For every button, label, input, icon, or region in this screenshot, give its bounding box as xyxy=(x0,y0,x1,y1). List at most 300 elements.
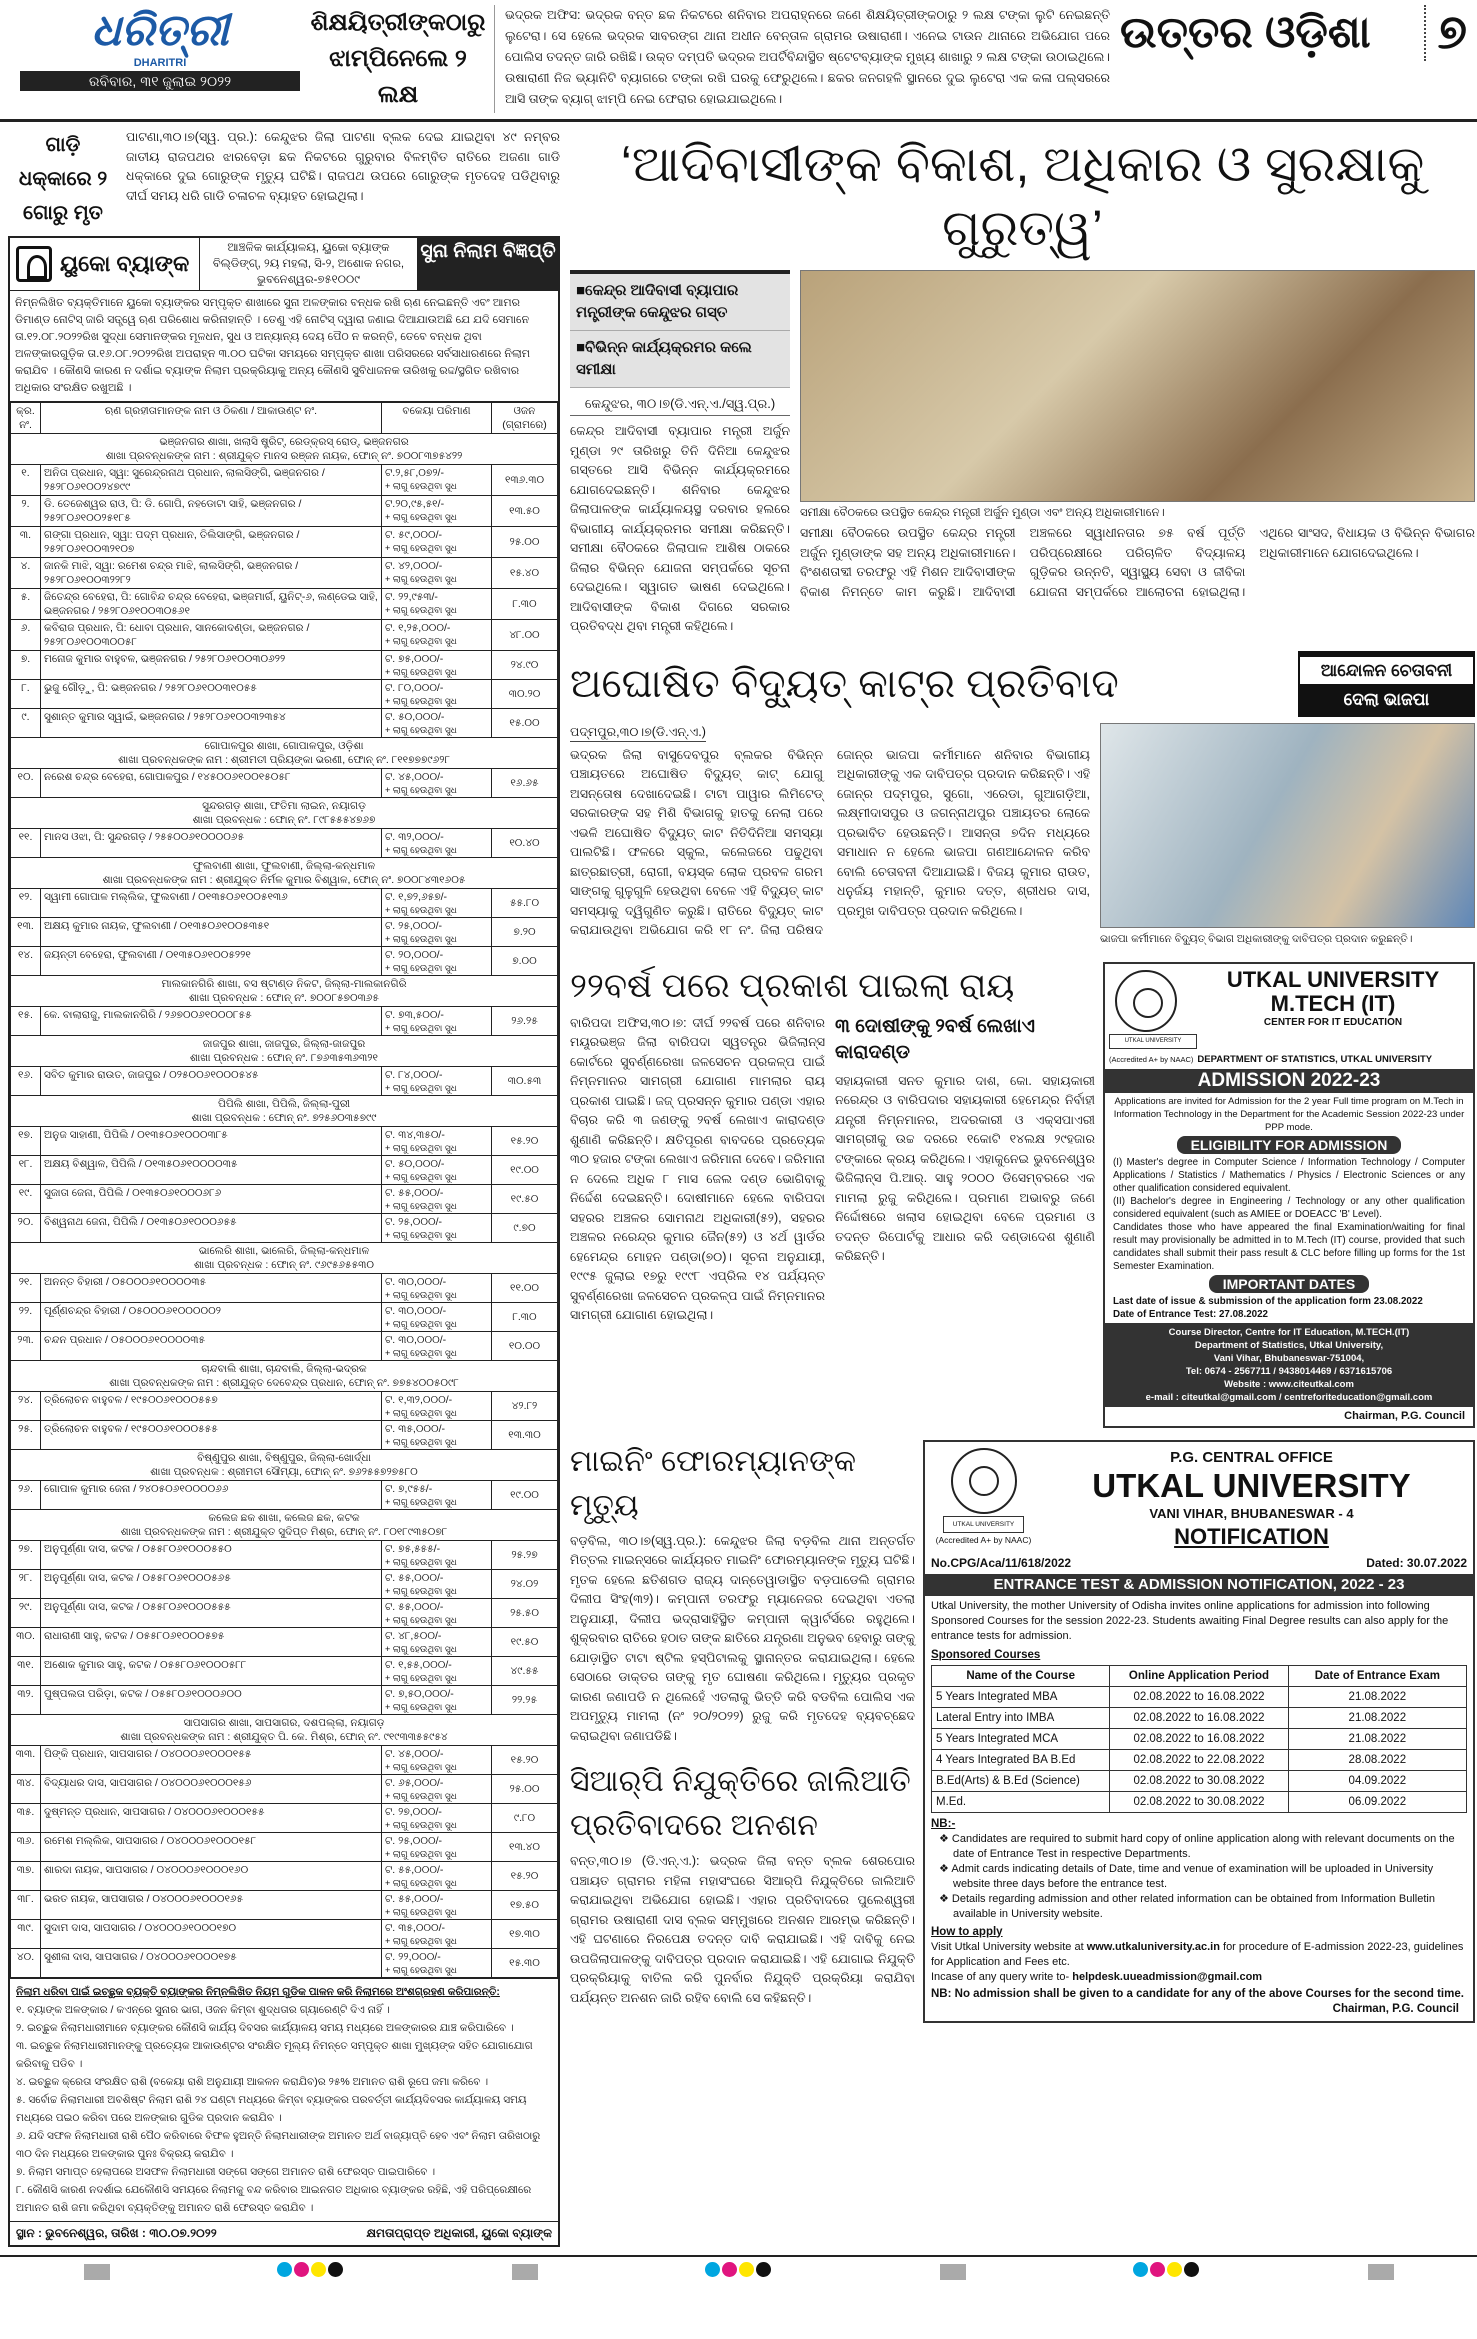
weight-cell: ୧୩.୪୦ xyxy=(492,1833,558,1862)
amount-cell xyxy=(382,1007,492,1036)
weight-cell: ୧୦.୦୦ xyxy=(492,1332,558,1361)
logo-english: DHARITRI xyxy=(133,57,187,69)
borrower-cell: ସୁଶୀଳା ଦାସ, ସାପସାଗର / ୦୪୦୦୦୬୧୦୦୦୧୭୫ xyxy=(41,1949,382,1978)
amount: ଟ. ୫୫,୦୦୦/- xyxy=(385,1893,444,1905)
exam-date: 21.08.2022 xyxy=(1288,1707,1466,1728)
serial-cell: ୨୭. xyxy=(11,1541,41,1570)
university-website-link[interactable]: www.utkaluniversity.ac.in xyxy=(1086,1940,1220,1953)
serial-cell: ୧୪. xyxy=(11,947,41,976)
serial-cell: ୮. xyxy=(11,680,41,709)
borrower-cell: ସ୍ୱାମୀ ଗୋପାଳ ମଲ୍ଲିକ, ଫୁଲବାଣୀ / ୦୧୩୫୦୬୧୦୦୫୧୩୬ xyxy=(41,889,382,918)
weight-cell: ୧୯.୫୦ xyxy=(492,1628,558,1657)
weight-cell: ୧୯.୦୦ xyxy=(492,1156,558,1185)
table-row xyxy=(11,620,558,651)
table-row xyxy=(11,1127,558,1156)
black-dot-icon xyxy=(328,2262,343,2277)
table-row xyxy=(11,1949,558,1978)
weight-cell: ୨୫.୨୭ xyxy=(492,1541,558,1570)
eligibility-heading: ELIGIBILITY FOR ADMISSION xyxy=(1177,1136,1402,1154)
weight-cell: ୧୫.୩୦ xyxy=(492,1949,558,1978)
amount: ଟ. ୩୦,୦୦୦/- xyxy=(385,1334,447,1346)
amount-cell xyxy=(382,558,492,589)
branch-name: ଚାନ୍ଦବାଲି ଶାଖା, ଚାନ୍ଦବାଲି, ଜିଲ୍ଲା-ଭଦ୍ରକ xyxy=(201,1363,367,1375)
rule-item: ୮. କୌଣସି କାରଣ ନଦର୍ଶାଇ ଯେକୌଣସି ସମୟରେ ନିଲାମକୁ ବନ୍ଦ କରିବାର ଆଇନଗତ ଅଧିକାର ବ୍ୟାଙ୍କର ରହିଛି, ଏହି ପରିପ୍ରେକ୍ଷୀରେ ଅମାନତ ରାଶି ଜମା କରିଥିବା ବ୍ୟକ୍ତିଙ୍କୁ ଅମାନତ ରାଶି ଫେରସ୍ତ କରାଯିବ । xyxy=(16,2184,532,2214)
borrower-cell: ଗଙ୍ଗା ପ୍ରଧାନ, ସ୍ୱା: ପଦ୍ମ ପ୍ରଧାନ, ତିଲିସାଙ୍ଗି, ଭଞ୍ଜନଗର / ୨୫୨୮୦୬୧୦୦୩୨୧୦୭ xyxy=(41,527,382,558)
borrower-cell: ଚନ୍ଦନ ପ୍ରଧାନ / ୦୫୦୦୦୬୧୦୦୦୦୩୫ xyxy=(41,1332,382,1361)
amount: ଟ. ୨୨,୦୦୦/- xyxy=(385,1951,441,1963)
table-row xyxy=(11,918,558,947)
utkal-seal-icon xyxy=(1115,970,1177,1032)
application-period: 02.08.2022 to 22.08.2022 xyxy=(1110,1749,1288,1770)
table-row xyxy=(11,589,558,620)
amount: ଟ. ୮୦,୦୦୦/- xyxy=(385,682,444,694)
amount-cell xyxy=(382,589,492,620)
serial-cell: ୪୦. xyxy=(11,1949,41,1978)
borrower-cell: ସୁଶାନ୍ତ କୁମାର ସ୍ୱାଇଁ, ଭଞ୍ଜନଗର / ୨୫୨୮୦୬୧୦୦୩୨୩୫୪ xyxy=(41,709,382,738)
branch-header-row xyxy=(11,798,558,829)
amount-cell xyxy=(382,1657,492,1686)
borrower-cell: ଅନୁପୂର୍ଣ୍ଣା ଦାସ, କଟକ / ୦୫୫୮୦୬୧୦୦୦୫୫୦ xyxy=(41,1541,382,1570)
reference-number: No.CPG/Aca/11/618/2022 xyxy=(931,1555,1072,1570)
powercut-body: ଭଦ୍ରକ ଜିଲା ବାସୁଦେବପୁର ବ୍ଲକର ବିଭିନ୍ନ ପଞ୍ଚାୟତରେ ଅଘୋଷିତ ବିଦ୍ୟୁତ୍ କାଟ୍ ଯୋଗୁ ଅସନ୍ତୋଷ ଦେଖାଦେଇଛି। ଟାଟା ପାୱାର ଲିମିଟେଡ୍ ସରକାରଙ୍କ ସହ ମିଶି ବିଭାଗକୁ ହାତକୁ ନେଲା ପରେ ଏଭଳି ଅଘୋଷିତ ବିଦ୍ୟୁତ୍ କାଟ ନିତିଦିନିଆ ସମସ୍ୟା ପାଲଟିଛି। ଫଳରେ ସ୍କୁଲ, କଲେଜରେ ପଢୁଥିବା ଛାତ୍ରଛାତ୍ରୀ, ରୋଗୀ, ବୟସ୍କ ଲୋକ ପ୍ରବଳ ଗରମ ସାଙ୍ଗକୁ ଗୁଳୁଗୁଳି ହେଉଥିବା ବେଳେ ଏହି ବିଦ୍ୟୁତ୍ କାଟ ସମସ୍ୟାକୁ ଦ୍ୱିଗୁଣିତ କରୁଛି। ରାତିରେ ବିଦ୍ୟୁତ୍ କାଟ କରାଯାଉଥିବା ଅଭିଯୋଗ କରି ୧୮ ନଂ. ଜିଲା ପରିଷଦ ଜୋନ୍‌ର ଭାଜପା କର୍ମୀମାନେ ଶନିବାର ବିଭାଗୀୟ ଅଧିକାରୀଙ୍କୁ ଏକ ଦାବିପତ୍ର ପ୍ରଦାନ କରିଛନ୍ତି। ଏହି ଜୋନ୍‌ର ପଦ୍ମପୁର, ସୁଗୋ, ଏରେଡା, ଗୁଆଗଡ଼ିଆ, ଲକ୍ଷ୍ମୀଦାସପୁର ଓ ଜଗନ୍ନାଥପୁର ପଞ୍ଚାୟତର ଲୋକେ ପ୍ରଭାବିତ ହେଉଛନ୍ତି। ଆସନ୍ତା ୭ଦିନ ମଧ୍ୟରେ ସମାଧାନ ନ ହେଲେ ଭାଜପା ଗଣଆନ୍ଦୋଳନ କରିବ ବୋଲି ଚେତାବନୀ ଦିଆଯାଇଛି। ବିଜୟ କୁମାର ରାଉତ, ଧନୁର୍ଜୟ ମହାନ୍ତି, କୁମାର ଦତ୍ତ, ଶ୍ରୀଧର ଦାସ, ପ୍ରମୁଖ ଦାବିପତ୍ର ପ୍ରଦାନ କରିଥିଲେ। xyxy=(570,747,1090,937)
registration-mark xyxy=(1368,2264,1394,2280)
page-number: ୭ xyxy=(1437,6,1467,59)
accreditation: (Accredited A+ by NAAC) xyxy=(1109,1054,1194,1064)
brief-headline: ଗାଡ଼ି ଧକ୍କାରେ ୨ ଗୋରୁ ମୃତ xyxy=(18,134,108,224)
borrower-cell: ଅନୁଜ ସାହାଣୀ, ପିପିଲି / ୦୧୩୫୦୬୧୦୦୦୩୮୫ xyxy=(41,1127,382,1156)
rule-item: ୬. ଯଦି ସଫଳ ନିଲାମଧାରୀ ରାଶି ପୈଠ କରିବାରେ ବିଫଳ ହୁଅନ୍ତି ନିଲାମଧାରୀଙ୍କ ଅମାନତ ଅର୍ଥ ବାଜ୍ୟାପ୍ତି ହେବ ଏବଂ ନିଲାମ ତାରିଖଠାରୁ ୩୦ ଦିନ ମଧ୍ୟରେ ଅଳଙ୍କାର ପୁନଃ ବିକ୍ରୟ କରାଯିବ । xyxy=(16,2130,541,2160)
branch-header-row xyxy=(11,1036,558,1067)
ad-signature: Chairman, P.G. Council xyxy=(1332,2002,1459,2015)
borrower-cell: ପିଙ୍କି ପ୍ରଧାନ, ସାପସାଗର / ୦୪୦୦୦୬୧୦୦୦୧୫୫ xyxy=(41,1746,382,1775)
query-pre: Incase of any query write to- xyxy=(931,1970,1073,1983)
weight-cell: ୩୦.୨୦ xyxy=(492,680,558,709)
borrower-cell: ଅନନ୍ତ ବିହାରୀ / ୦୫୦୦୦୬୧୦୦୦୦୩୫ xyxy=(41,1274,382,1303)
table-row xyxy=(11,651,558,680)
nb-text: Admit cards indicating details of Date, time and venue of examination will be uploaded in University website three days before the entrance test. xyxy=(951,1862,1434,1890)
mining-headline: ମାଇନିଂ ଫୋରମ୍ୟାନଙ୍କ ମୃତ୍ୟୁ xyxy=(570,1444,857,1522)
branch-name: ଫୁଲବାଣୀ ଶାଖା, ଫୁଲବାଣୀ, ଜିଲ୍ଲା-କନ୍ଧମାଳ xyxy=(192,860,376,872)
ad-intro: Applications are invited for Admission for the 2 year Full time program on M.Tech in Information Technology in the Department for the Academic Session 2022-23 under PPP mode. xyxy=(1113,1095,1465,1133)
serial-cell: ୨୨. xyxy=(11,1303,41,1332)
borrower-cell: ତ୍ରିଲୋଚନ ବାହୁବଳ / ୧୯୫୦୦୬୧୦୦୦୫୫୫ xyxy=(41,1421,382,1450)
powercut-photo-caption: ଭାଜପା କର୍ମୀମାନେ ବିଦ୍ୟୁତ୍ ବିଭାଗ ଅଧିକାରୀଙ୍କୁ ଦାବିପତ୍ର ପ୍ରଦାନ କରୁଛନ୍ତି। xyxy=(1100,932,1413,945)
weight-cell: ୨୫.୦୦ xyxy=(492,527,558,558)
uco-brand xyxy=(10,238,200,290)
table-row xyxy=(11,1541,558,1570)
interest-note: + ଲାଗୁ ହେଉଥିବା ସୁଧ xyxy=(385,1319,457,1329)
course-name: Lateral Entry into IMBA xyxy=(932,1707,1110,1728)
interest-note: + ଲାଗୁ ହେଉଥିବା ସୁଧ xyxy=(385,543,457,553)
eligibility-item: (I) Master's degree in Computer Science / Information Technology / Computer Applications / Statistics / Mathematics / Physics / Electronic Sciences or any other qualification considered equivalent. xyxy=(1113,1156,1465,1194)
weight-cell: ୧୫.୦୦ xyxy=(492,709,558,738)
nb-text: Candidates are required to submit hard copy of online application along with relevant documents on the date of Entrance Test in respective Departments. xyxy=(951,1832,1455,1860)
table-row xyxy=(11,496,558,527)
nb-heading: NB:- xyxy=(931,1817,956,1830)
amount: ଟ. ୪୫,୦୦୦/- xyxy=(385,1748,444,1760)
apply-heading: How to apply xyxy=(931,1925,1003,1938)
borrower-cell: ଗୋପାଳ କୁମାର ଜେନା / ୨୪୦୫୦୬୧୦୦୦୦୬୬ xyxy=(41,1481,382,1510)
amount: ଟ. ୧,୭୨,୬୫୭/- xyxy=(385,891,448,903)
contact-block xyxy=(1105,1323,1473,1407)
table-row xyxy=(11,769,558,798)
weight-cell: ୧୯.୫୦ xyxy=(492,1185,558,1214)
divider xyxy=(1424,5,1426,61)
footer-registration-marks xyxy=(0,2255,1477,2287)
table-row xyxy=(11,1891,558,1920)
rule-item: ୨. ଇଚ୍ଛୁକ ନିଲାମଧାରୀମାନେ ବ୍ୟାଙ୍କର କୌଣସି କାର୍ଯ୍ୟ ଦିବସର କାର୍ଯ୍ୟାଳୟ ସମୟ ମଧ୍ୟରେ ଅଳଙ୍କାରର ଯାଞ୍ଚ କରିପାରିବେ । xyxy=(16,2022,514,2034)
col-borrower: ଋଣ ଗ୍ରହୀତାମାନଙ୍କ ନାମ ଓ ଠିକଣା / ଆକାଉଣ୍ଟ ନଂ. xyxy=(41,403,382,434)
table-row xyxy=(932,1791,1467,1812)
table-row xyxy=(11,947,558,976)
amount-cell xyxy=(382,496,492,527)
weight-cell: ୯.୭୦ xyxy=(492,1214,558,1243)
col-weight: ଓଜନ (ଗ୍ରାମରେ) xyxy=(492,403,558,434)
interest-note: + ଲାଗୁ ହେଉଥିବା ସୁଧ xyxy=(385,1615,457,1625)
table-row xyxy=(11,1067,558,1096)
serial-cell: ୫. xyxy=(11,589,41,620)
branch-header-row xyxy=(11,1243,558,1274)
interest-note: + ଲାଗୁ ହେଉଥିବା ସୁଧ xyxy=(385,1290,457,1300)
registration-mark xyxy=(512,2264,538,2280)
branch-name: ସାପସାଗର ଶାଖା, ସାପସାଗର, ଦଶପଲ୍ଲା, ନୟାଗଡ଼ xyxy=(183,1717,385,1729)
interest-note: + ଲାଗୁ ହେଉଥିବା ସୁଧ xyxy=(385,1820,457,1830)
branch-header-row xyxy=(11,1361,558,1392)
interest-note: + ଲାଗୁ ହେଉଥିବା ସୁଧ xyxy=(385,1143,457,1153)
table-row xyxy=(932,1686,1467,1707)
branch-header-row xyxy=(11,858,558,889)
yellow-dot-icon xyxy=(1167,2262,1182,2277)
amount-cell xyxy=(382,1891,492,1920)
interest-note: + ଲାଗୁ ହେଉଥିବା ସୁଧ xyxy=(385,1437,457,1447)
borrower-cell: ନରେଶ ଚନ୍ଦ୍ର ବେହେରା, ଗୋପାଳପୁର / ୧୪୫୦୦୬୧୦୦୧୫୦୫୮ xyxy=(41,769,382,798)
ad-address: VANI VIHAR, BHUBANESWAR - 4 xyxy=(1149,1505,1354,1521)
course-name: 5 Years Integrated MCA xyxy=(932,1728,1110,1749)
amount-cell xyxy=(382,651,492,680)
branch-header xyxy=(11,1715,558,1746)
borrower-cell: କବିରାଜ ପ୍ରଧାନ, ପି: ଧୋବା ପ୍ରଧାନ, ସାନକୋଦଣ୍ଡା, ଭଞ୍ଜନଗର / ୨୫୨୮୦୬୧୦୦୩୦୦୫୮ xyxy=(41,620,382,651)
interest-note: + ଲାଗୁ ହେଉଥିବା ସୁଧ xyxy=(385,605,457,615)
interest-note: + ଲାଗୁ ହେଉଥିବା ସୁଧ xyxy=(385,1172,457,1182)
interest-note: + ଲାଗୁ ହେଉଥିବା ସୁଧ xyxy=(385,845,457,855)
borrower-cell: ଅନୁପୂର୍ଣ୍ଣା ଦାସ, କଟକ / ୦୫୫୮୦୬୧୦୦୦୫୫୫ xyxy=(41,1599,382,1628)
admission-band: ADMISSION 2022-23 xyxy=(1105,1069,1473,1093)
interest-note: + ଲାଗୁ ହେଉଥିବା ସୁଧ xyxy=(385,1230,457,1240)
interest-note: + ଲାଗୁ ହେଉଥିବା ସୁଧ xyxy=(385,905,457,915)
borrower-cell: ରାଧାରାଣୀ ସାହୁ, କଟକ / ୦୫୫୮୦୬୧୦୦୦୫୭୫ xyxy=(41,1628,382,1657)
table-row xyxy=(11,1332,558,1361)
highlight-item: ■କେନ୍ଦ୍ର ଆଦିବାସୀ ବ୍ୟାପାର ମନ୍ତ୍ରୀଙ୍କ କେନ୍ଦୁଝର ଗସ୍ତ xyxy=(570,274,790,331)
black-dot-icon xyxy=(1184,2262,1199,2277)
branch-header xyxy=(11,976,558,1007)
uco-title: ସୁନା ନିଲାମ ବିଜ୍ଞପ୍ତି xyxy=(418,238,558,290)
interest-note: + ଲାଗୁ ହେଉଥିବା ସୁଧ xyxy=(385,1907,457,1917)
amount-cell xyxy=(382,1274,492,1303)
ad-center: CENTER FOR IT EDUCATION xyxy=(1263,1016,1403,1028)
interest-note: + ଲାଗୁ ହେଉଥିବା ସୁଧ xyxy=(385,1586,457,1596)
weight-cell: ୧୫.୨୦ xyxy=(492,1862,558,1891)
interest-note: + ଲାଗୁ ହେଉଥିବା ସୁଧ xyxy=(385,1348,457,1358)
table-row xyxy=(11,1833,558,1862)
table-row xyxy=(11,1686,558,1715)
section-title: ଉତ୍ତର ଓଡ଼ିଶା xyxy=(1120,8,1371,57)
lead-photo[interactable] xyxy=(800,270,1475,502)
borrower-cell: ଦୁଷ୍ମନ୍ତ ପ୍ରଧାନ, ସାପସାଗର / ୦୪୦୦୦୬୧୦୦୦୧୫୫ xyxy=(41,1804,382,1833)
table-row xyxy=(11,1156,558,1185)
weight-cell: ୧୩.୩୦ xyxy=(492,1421,558,1450)
amount-cell xyxy=(382,769,492,798)
serial-cell: ୭. xyxy=(11,651,41,680)
interest-note: + ଲାଗୁ ହେଉଥିବା ସୁଧ xyxy=(385,1201,457,1211)
cyan-dot-icon xyxy=(1133,2262,1148,2277)
application-period: 02.08.2022 to 30.08.2022 xyxy=(1110,1770,1288,1791)
serial-cell: ୯. xyxy=(11,709,41,738)
weight-cell: ୧୦.୪୦ xyxy=(492,829,558,858)
branch-name: ଜାଜପୁର ଶାଖା, ଜାଜପୁର, ଜିଲ୍ଲା-ଜାଜପୁର xyxy=(202,1038,366,1050)
table-row xyxy=(11,1775,558,1804)
powercut-dateline: ପଦ୍ମପୁର,୩୦।୭(ଡି.ଏନ୍.ଏ.) xyxy=(570,723,706,742)
table-row xyxy=(11,1920,558,1949)
cyan-dot-icon xyxy=(277,2262,292,2277)
page-body xyxy=(0,122,1477,2247)
uco-brand-name: ୟୁକୋ ବ୍ୟାଙ୍କ xyxy=(60,251,190,276)
amount-cell xyxy=(382,1833,492,1862)
weight-cell: ୧୩.୫୦ xyxy=(492,496,558,527)
table-row xyxy=(11,680,558,709)
weight-cell: ୨୫.୦୦ xyxy=(492,1775,558,1804)
serial-cell: ୧. xyxy=(11,465,41,496)
branch-manager: ଶାଖା ପ୍ରବନ୍ଧକ : ଫୋନ୍ ନଂ. ୭୨୫୬୦୩୫୭୯୯ xyxy=(191,1112,377,1124)
branch-manager: ଶାଖା ପ୍ରବନ୍ଧକ : ଫୋନ୍ ନଂ. ୮୯୮୫୫୫୪୭୬୭ xyxy=(192,814,376,826)
apply-post: for procedure of E-admission 2022-23, guidelines for Application and Fees etc. xyxy=(931,1940,1464,1968)
amount-cell xyxy=(382,1570,492,1599)
uco-bank-gold-auction-ad xyxy=(8,236,560,2247)
amount-cell xyxy=(382,709,492,738)
amount: ଟ. ୨୫,୦୦୦/- xyxy=(385,1835,443,1847)
interest-note: + ଲାଗୁ ହେଉଥିବା ସୁଧ xyxy=(385,696,457,706)
table-row xyxy=(11,1421,558,1450)
interest-note: + ଲାଗୁ ହେଉଥିବା ସୁଧ xyxy=(385,1965,457,1975)
serial-cell: ୩. xyxy=(11,527,41,558)
serial-cell: ୧୦. xyxy=(11,769,41,798)
crp-headline: ସିଆର୍‌ପି ନିଯୁକ୍ତିରେ ଜାଲିଆତି ପ୍ରତିବାଦରେ ଅନଶନ xyxy=(570,1765,911,1842)
table-row xyxy=(11,1862,558,1891)
nb-item xyxy=(931,1892,1467,1922)
top-brief-body: ଭଦ୍ରକ ଅଫିସ: ଭଦ୍ରକ ବନ୍ତ ଛକ ନିକଟରେ ଶନିବାର ଅପରାହ୍ନରେ ଜଣେ ଶିକ୍ଷୟିତ୍ରୀଙ୍କଠାରୁ ୨ ଲକ୍ଷ ଟଙ୍କା ଲୁଟି ନେଇଛନ୍ତି ଲୁଟେରା। ସେ ହେଲେ ଭଦ୍ରକ ସାବରଙ୍ଗ ଥାନା ଅଧୀନ ବେନ୍ତାଳ ଗ୍ରାମର ଉଷାରାଣୀ। ଏନେଇ ଟାଉନ ଥାନାରେ ଅଭିଯୋଗ ପରେ ପୋଲିସ ତଦନ୍ତ ଜାରି ରଖିଛି। ଉକ୍ତ ଦମ୍ପତି ଭଦ୍ରକ ଅପର୍ଟିବିନ୍ଦାସ୍ଥିତ ଷ୍ଟେଟବ୍ୟାଙ୍କ ମୁଖ୍ୟ ଶାଖାରୁ ୨ ଲକ୍ଷ ଟଙ୍କା ଉଠାଇଥିଲେ। ଉଷାରାଣୀ ନିଜ ଭ୍ୟାନିଟି ବ୍ୟାଗରେ ଟଙ୍କା ରଖି ଘରକୁ ଫେରୁଥିଲେ। ଛକର ଜନଗହଳି ସ୍ଥାନରେ ଦୁଇ ଲୁଟେରା ଏକ କଳା ପଲ୍‌ସରରେ ଆସି ତାଙ୍କ ବ୍ୟାଗ୍ ଝାମ୍ପି ନେଇ ଫେରାର ହୋଇଯାଇଥିଲେ। xyxy=(505,8,1110,106)
table-row xyxy=(11,889,558,918)
table-row xyxy=(11,558,558,589)
serial-cell: ୩୯. xyxy=(11,1920,41,1949)
helpdesk-email-link[interactable]: helpdesk.uueadmission@gmail.com xyxy=(1072,1970,1263,1983)
left-column xyxy=(8,128,560,2247)
serial-cell: ୧୫. xyxy=(11,1007,41,1036)
branch-header xyxy=(11,1096,558,1127)
courses-table xyxy=(931,1665,1467,1813)
borrower-cell: ତ୍ରିଲୋଚନ ବାହୁବଳ / ୧୯୫୦୦୬୧୦୦୦୫୫୭ xyxy=(41,1392,382,1421)
weight-cell: ୧୫.୨୦ xyxy=(492,1127,558,1156)
interest-note: + ଲାଗୁ ହେଉଥିବା ସୁଧ xyxy=(385,481,457,491)
col-course: Name of the Course xyxy=(932,1665,1110,1686)
right-column xyxy=(570,128,1475,2247)
amount: ଟ. ୫୫,୦୦୦/- xyxy=(385,1601,444,1613)
interest-note: + ଲାଗୁ ହେଉଥିବା ସୁଧ xyxy=(385,1023,457,1033)
lead-body-right: ସମୀକ୍ଷା ବୈଠକରେ ଉପସ୍ଥିତ କେନ୍ଦ୍ର ମନ୍ତ୍ରୀ ଅର୍ଜୁନ ମୁଣ୍ଡାଙ୍କ ସହ ଅନ୍ୟ ଅଧିକାରୀମାନେ। ବିଂଶଶତାବ୍ଦୀ ତରଫରୁ ଏହି ମିଶନ ଆଦିବାସୀଙ୍କ ବିକାଶ ନିମନ୍ତେ କାମ କରୁଛି। ଆଦିବାସୀ ଅଞ୍ଚଳରେ ସ୍ୱାଧୀନତାର ୭୫ ବର୍ଷ ପୂର୍ତ୍ତି ପରିପ୍ରେକ୍ଷୀରେ ପରିଚାଳିତ ବିଦ୍ୟାଳୟ ଗୁଡ଼ିକର ଉନ୍ନତି, ସ୍ୱାସ୍ଥ୍ୟ ସେବା ଓ ଜୀବିକା ଯୋଜନା ସମ୍ପର୍କରେ ଆଲୋଚନା ହୋଇଥିଲା। ଏଥିରେ ସାଂସଦ, ବିଧାୟକ ଓ ବିଭିନ୍ନ ବିଭାଗର ଅଧିକାରୀମାନେ ଯୋଗଦେଇଥିଲେ। xyxy=(800,526,1475,599)
weight-cell: ୧୬.୬୫ xyxy=(492,769,558,798)
uco-logo-icon xyxy=(16,246,52,282)
application-period: 02.08.2022 to 16.08.2022 xyxy=(1110,1728,1288,1749)
branch-manager: ଶାଖା ପ୍ରବନ୍ଧକ : ଫୋନ୍ ନଂ. ୮୭୬୩୫୩୬୩୨୧ xyxy=(190,1052,378,1064)
amount-cell xyxy=(382,680,492,709)
amount: ଟ. ୭,୫୦,୦୦୦/- xyxy=(385,1688,454,1700)
borrower-cell: ବିଦ୍ୟାଧର ଦାସ, ସାପସାଗର / ୦୪୦୦୦୬୧୦୦୦୧୫୬ xyxy=(41,1775,382,1804)
amount-cell xyxy=(382,1920,492,1949)
borrower-cell: ରମେଶ ମଲ୍ଲିକ, ସାପସାଗର / ୦୪୦୦୦୬୧୦୦୦୧୫୮ xyxy=(41,1833,382,1862)
borrower-cell: ବିଶ୍ୱନାଥ ଜେନା, ପିପିଲି / ୦୧୩୫୦୬୧୦୦୦୬୫୫ xyxy=(41,1214,382,1243)
rule-item: ୧. ବ୍ୟାଙ୍କ ଅଳଙ୍କାର / କଏନ୍‌ରେ ସୁନାର ଭାଗ, ଓଜନ କିମ୍ବା ଶୁଦ୍ଧତାର ଗ୍ୟାରେଣ୍ଟି ଦିଏ ନାହିଁ । xyxy=(16,2004,390,2016)
amount: ଟ. ୩୪,୩୫୦/- xyxy=(385,1129,445,1141)
borrower-cell: ଶାରଦା ନାୟକ, ସାପସାଗର / ୦୪୦୦୦୬୧୦୦୦୧୬୦ xyxy=(41,1862,382,1891)
amount: ଟ. ୫୫,୦୦୦/- xyxy=(385,1864,444,1876)
magenta-dot-icon xyxy=(1150,2262,1165,2277)
amount: ଟ. ୩୨,୦୦୦/- xyxy=(385,831,444,843)
branch-name: ପିପିଲି ଶାଖା, ପିପିଲି, ଜିଲ୍ଲା-ପୁରୀ xyxy=(217,1098,351,1110)
branch-header-row xyxy=(11,1715,558,1746)
interest-note: + ଲାଗୁ ହେଉଥିବା ସୁଧ xyxy=(385,785,457,795)
weight-cell: ୧୧.୦୦ xyxy=(492,1274,558,1303)
weight-cell: ୫୫.୮୦ xyxy=(492,889,558,918)
borrower-cell: ଭୁଜୁ ଗୌଡ଼ୁ, ପି: ଭଞ୍ଜନଗର / ୨୫୨୮୦୬୧୦୦୩୧୦୫୫ xyxy=(41,680,382,709)
interest-note: + ଲାଗୁ ହେଉଥିବା ସୁଧ xyxy=(385,1673,457,1683)
amount-cell xyxy=(382,1599,492,1628)
table-row xyxy=(932,1770,1467,1791)
date-item: Last date of issue & submission of the application form 23.08.2022 xyxy=(1113,1295,1423,1307)
borrower-cell: ଡି. ତେଜେଶ୍ୱର ରାଓ, ପି: ଡି. ଗୋପି, ନହଡୋଟା ସାହି, ଭଞ୍ଜନଗର / ୨୫୨୮୦୬୧୦୦୨୫୧୮୫ xyxy=(41,496,382,527)
table-row xyxy=(11,1657,558,1686)
weight-cell: ୧୭.୫୦ xyxy=(492,1891,558,1920)
interest-note: + ଲାଗୁ ହେଉଥିବା ସୁଧ xyxy=(385,1497,457,1507)
ad-department: DEPARTMENT OF STATISTICS, UTKAL UNIVERSITY xyxy=(1197,1053,1433,1065)
amount-cell xyxy=(382,1949,492,1978)
amount: ଟ. ୪୫,୦୦୦/- xyxy=(385,771,444,783)
weight-cell: ୭.୦୦ xyxy=(492,947,558,976)
exam-date: 21.08.2022 xyxy=(1288,1686,1466,1707)
utkal-seal-icon xyxy=(951,1448,1017,1514)
amount: ଟ.୨,୫୮,୦୭୨/- xyxy=(385,467,444,479)
serial-cell: ୨୫. xyxy=(11,1421,41,1450)
branch-header xyxy=(11,1510,558,1541)
brief-body: ପାଟଣା,୩୦।୭(ସ୍ୱ. ପ୍ର.): କେନ୍ଦୁଝର ଜିଲା ପାଟଣା ବ୍ଲକ ଦେଇ ଯାଇଥିବା ୪୯ ନମ୍ବର ଜାତୀୟ ରାଜପଥର ଝାରବେଡ଼ା ଛକ ନିକଟରେ ଗୁରୁବାର ବିଳମ୍ବିତ ରାତିରେ ଅଜଣା ଗାଡି ଧକ୍କାରେ ଦୁଇ ଗୋରୁଙ୍କ ମୃତ୍ୟୁ ଘଟିଛି। ରାଜପଥ ଉପରେ ଗୋରୁଙ୍କ ମୃତଦେହ ପଡିଥିବାରୁ ଦୀର୍ଘ ସମୟ ଧରି ଗାଡି ଚଳାଚଳ ବ୍ୟାହତ ହୋଇଥିଲା। xyxy=(126,130,560,203)
serial-cell: ୩୮. xyxy=(11,1891,41,1920)
logo-text: ଧରିତ୍ରୀ xyxy=(91,6,229,55)
query-text xyxy=(931,1970,1467,1985)
interest-note: + ଲାଗୁ ହେଉଥିବା ସୁଧ xyxy=(385,667,457,677)
course-name: 5 Years Integrated MBA xyxy=(932,1686,1110,1707)
weight-cell: ୩୦.୫୩ xyxy=(492,1067,558,1096)
apply-text xyxy=(931,1940,1467,1970)
dharitri-logo[interactable] xyxy=(20,5,300,91)
branch-header-row xyxy=(11,976,558,1007)
uco-address: ଆଞ୍ଚଳିକ କାର୍ଯ୍ୟାଳୟ, ୟୁକୋ ବ୍ୟାଙ୍କ ବିଲ୍ଡିଙ୍ଗ୍, ୨ୟ ମହଲା, ସି-୨, ଅଶୋକ ନଗର, ଭୁବନେଶ୍ୱର-୭୫୧୦୦୯ xyxy=(200,238,418,290)
borrower-cell: କେ. ବାଲାରାଜୁ, ମାଲକାନଗିରି / ୨୬୭୦୦୬୧୦୦୦୮୫୫ xyxy=(41,1007,382,1036)
branch-name: କଲେଜ ଛକ ଶାଖା, କଲେଜ ଛକ, କଟକ xyxy=(208,1512,360,1524)
amount-cell xyxy=(382,829,492,858)
amount: ଟ. ୭୫,୦୦୦/- xyxy=(385,653,444,665)
application-period: 02.08.2022 to 16.08.2022 xyxy=(1110,1686,1288,1707)
amount: ଟ. ୪୨,୦୦୦/- xyxy=(385,560,443,572)
provisional-note: Candidates those who have appeared the final Examination/waiting for final result may provisionally be admitted in to M.Tech (IT) course, provided that such candidates shall submit their pass result & CLC before filling up forms for the 1st Semester Examination. xyxy=(1113,1221,1465,1272)
exam-date: 28.08.2022 xyxy=(1288,1749,1466,1770)
amount: ଟ. ୨୫,୦୦୦/- xyxy=(385,920,443,932)
rule-item: ୫. ସର୍ବୋଚ୍ଚ ନିଲାମଧାରୀ ଅବଶିଷ୍ଟ ନିଲାମ ରାଶି ୨୪ ଘଣ୍ଟା ମଧ୍ୟରେ କିମ୍ବା ବ୍ୟାଙ୍କର ପରବର୍ତ୍ତୀ କାର୍ଯ୍ୟଦିବସର କାର୍ଯ୍ୟାଳୟ ସମୟ ମଧ୍ୟରେ ପଇଠ କରିବା ପରେ ଅଳଙ୍କାର ଗୁଡିକ ପ୍ରଦାନ କରାଯିବ । xyxy=(16,2094,527,2124)
amount-cell xyxy=(382,1392,492,1421)
authorised-officer: କ୍ଷମତାପ୍ରାପ୍ତ ଅଧିକାରୀ, ୟୁକୋ ବ୍ୟାଙ୍କ xyxy=(366,2226,552,2240)
serial-cell: ୧୯. xyxy=(11,1185,41,1214)
powercut-tag xyxy=(1298,651,1475,717)
ad-program: M.TECH (IT) xyxy=(1270,990,1396,1016)
bullet-icon: ❖ xyxy=(939,1892,952,1905)
black-dot-icon xyxy=(756,2262,771,2277)
table-row xyxy=(11,1303,558,1332)
amount: ଟ.୨୦,୯୫,୫୧/- xyxy=(385,498,445,510)
ad-title: UTKAL UNIVERSITY xyxy=(1226,966,1440,992)
amount: ଟ. ୭୫,୫୫୫/- xyxy=(385,1543,441,1555)
amount-cell xyxy=(382,1303,492,1332)
amount: ଟ. ୧,୩୨,୦୦୦/- xyxy=(385,1394,453,1406)
branch-manager: ଶାଖା ପ୍ରବନ୍ଧକ : ଫୋନ୍ ନଂ. ୭୦୦୮୫୭୦୩୬୫ xyxy=(189,992,379,1004)
serial-cell: ୨୦. xyxy=(11,1214,41,1243)
borrower-cell: ଅନୁପୂର୍ଣ୍ଣା ଦାସ, କଟକ / ୦୫୫୮୦୬୧୦୦୦୫୬୫ xyxy=(41,1570,382,1599)
serial-cell: ୬. xyxy=(11,620,41,651)
table-row xyxy=(11,527,558,558)
amount: ଟ. ୩୫,୦୦୦/- xyxy=(385,1922,446,1934)
place-date: ସ୍ଥାନ : ଭୁବନେଶ୍ୱର, ତାରିଖ : ୩୦.୦୭.୨୦୨୨ xyxy=(16,2226,217,2240)
table-row xyxy=(932,1728,1467,1749)
powercut-photo[interactable] xyxy=(1100,723,1475,928)
lead-dateline: କେନ୍ଦୁଝର, ୩୦।୭(ଡି.ଏନ୍.ଏ./ସ୍ୱ.ପ୍ର.) xyxy=(570,388,790,416)
amount: ଟ. ୨୨,୯୫୩/- xyxy=(385,591,438,603)
borrower-cell: ପୁଷ୍ପଲତା ପରିଡ଼ା, କଟକ / ୦୫୫୮୦୬୧୦୦୦୬୦୦ xyxy=(41,1686,382,1715)
weight-cell: ୯.୮୦ xyxy=(492,1804,558,1833)
branch-manager: ଶାଖା ପ୍ରବନ୍ଧକଙ୍କ ନାମ : ଶ୍ରୀଯୁକ୍ତ ପି. କେ. ମିଶ୍ର, ଫୋନ୍ ନଂ. ୯୧୯୩୩୫୫୯୫୪ xyxy=(120,1731,448,1743)
table-row xyxy=(11,829,558,858)
branch-manager: ଶାଖା ପ୍ରବନ୍ଧକ : ଫୋନ୍ ନଂ. ୯୬୯୫୬୫୫୩୦ xyxy=(194,1259,374,1271)
branch-header xyxy=(11,1361,558,1392)
amount: ଟ. ୭,୯୫୫/- xyxy=(385,1483,433,1495)
borrower-cell: ଅକ୍ଷୟ ବିଶ୍ୱାଳ, ପିପିଲି / ୦୧୩୫୦୬୧୦୦୦୦୩୫ xyxy=(41,1156,382,1185)
amount: ଟ. ୧,୨୫,୦୦୦/- xyxy=(385,622,451,634)
interest-note: + ଲାଗୁ ହେଉଥିବା ସୁଧ xyxy=(385,1936,457,1946)
interest-note: + ଲାଗୁ ହେଉଥିବା ସୁଧ xyxy=(385,1878,457,1888)
interest-note: + ଲାଗୁ ହେଉଥିବା ସୁଧ xyxy=(385,1083,457,1093)
final-note: NB: No admission shall be given to a candidate for any of the above Courses for the second time. xyxy=(931,1987,1464,2000)
amount: ଟ. ୭୩,୫୦୦/- xyxy=(385,1009,444,1021)
contact-line: Website : www.citeutkal.com xyxy=(1224,1378,1354,1390)
issue-date: ରବିବାର, ୩୧ ଜୁଲାଇ ୨୦୨୨ xyxy=(20,71,300,91)
rule-item: ୩. ଇଚ୍ଛୁକ ନିଲାମଧାରୀମାନଙ୍କୁ ପ୍ରତ୍ୟେକ ଆକାଉଣ୍ଟର ସଂରକ୍ଷିତ ମୂଲ୍ୟ ନିମନ୍ତେ ସମ୍ପୃକ୍ତ ଶାଖା ମୁଖ୍ୟଙ୍କ ସହିତ ଯୋଗାଯୋଗ କରିବାକୁ ପଡିବ । xyxy=(16,2040,533,2070)
weight-cell: ୪୯.୫୫ xyxy=(492,1657,558,1686)
weight-cell: ୧୯.୦୦ xyxy=(492,1481,558,1510)
amount: ଟ. ୫୫,୦୦୦/- xyxy=(385,1187,444,1199)
weight-cell: ୨୬.୨୫ xyxy=(492,1007,558,1036)
branch-header-row xyxy=(11,1450,558,1481)
weight-cell: ୪୨.୮୨ xyxy=(492,1392,558,1421)
nb-item xyxy=(931,1832,1467,1862)
borrower-cell: ଜିତେନ୍ଦ୍ର ବେହେରା, ପି: ଗୋବିନ୍ଦ ଚନ୍ଦ୍ର ବେହେରା, ଭଞ୍ଜମାର୍ଗ, ୟୁନିଟ୍-୬, ଲଣ୍ଡେଇ ସାହି, ଭଞ୍ଜନଗର / ୨୫୨୮୦୬୧୦୦୩୦୫୬୧ xyxy=(41,589,382,620)
interest-note: + ଲାଗୁ ହେଉଥିବା ସୁଧ xyxy=(385,512,457,522)
table-row xyxy=(932,1749,1467,1770)
branch-manager: ଶାଖା ପ୍ରବନ୍ଧକ : ଶ୍ରୀମତୀ ସୌମ୍ୟା, ଫୋନ୍ ନଂ. ୭୬୨୫୫୭୨୭୫୮୦ xyxy=(150,1466,418,1478)
serial-cell: ୨୩. xyxy=(11,1332,41,1361)
